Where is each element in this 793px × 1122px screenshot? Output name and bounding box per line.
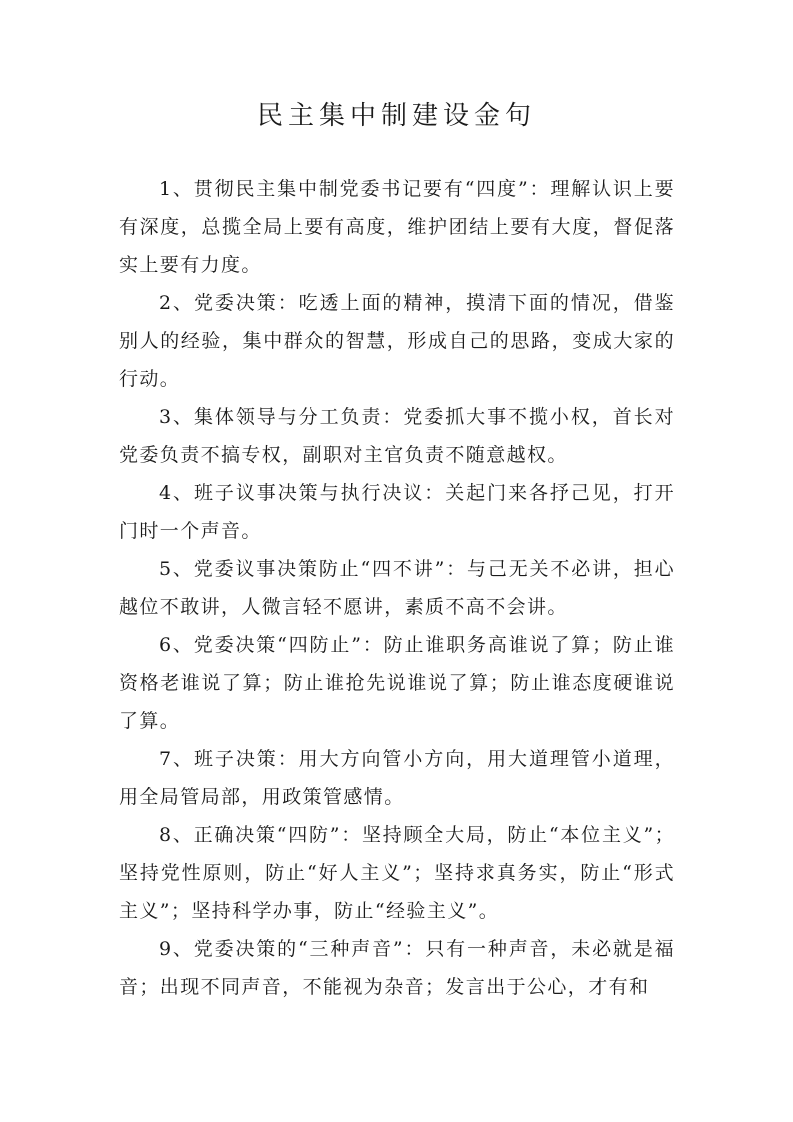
paragraph-3: 3、集体领导与分工负责：党委抓大事不揽小权，首长对党委负责不搞专权，副职对主官负责不随意越权。 [119,406,675,466]
document-body [119,170,675,1006]
document-title: 民主集中制建设金句 [256,101,536,131]
paragraph-7: 7、班子决策：用大方向管小方向，用大道理管小道理，用全局管局部，用政策管感情。 [119,748,675,808]
paragraph-8: 8、正确决策“四防”：坚持顾全大局，防止“本位主义”；坚持党性原则，防止“好人主义”；坚持求真务实，防止“形式主义”；坚持科学办事，防止“经验主义”。 [119,824,675,922]
paragraph-5: 5、党委议事决策防止“四不讲”：与己无关不必讲，担心越位不敢讲，人微言轻不愿讲，素质不高不会讲。 [119,558,675,618]
paragraph-4: 4、班子议事决策与执行决议：关起门来各抒己见，打开门时一个声音。 [119,482,675,542]
paragraph-1: 1、贯彻民主集中制党委书记要有“四度”：理解认识上要有深度，总揽全局上要有高度，维护团结上要有大度，督促落实上要有力度。 [119,178,675,276]
paragraph-6: 6、党委决策“四防止”：防止谁职务高谁说了算；防止谁资格老谁说了算；防止谁抢先说谁说了算；防止谁态度硬谁说了算。 [119,634,675,732]
paragraph-2: 2、党委决策：吃透上面的精神，摸清下面的情况，借鉴别人的经验，集中群众的智慧，形成自己的思路，变成大家的行动。 [119,292,675,390]
paragraph-9: 9、党委决策的“三种声音”：只有一种声音，未必就是福音；出现不同声音，不能视为杂音；发言出于公心，才有和 [119,938,675,998]
